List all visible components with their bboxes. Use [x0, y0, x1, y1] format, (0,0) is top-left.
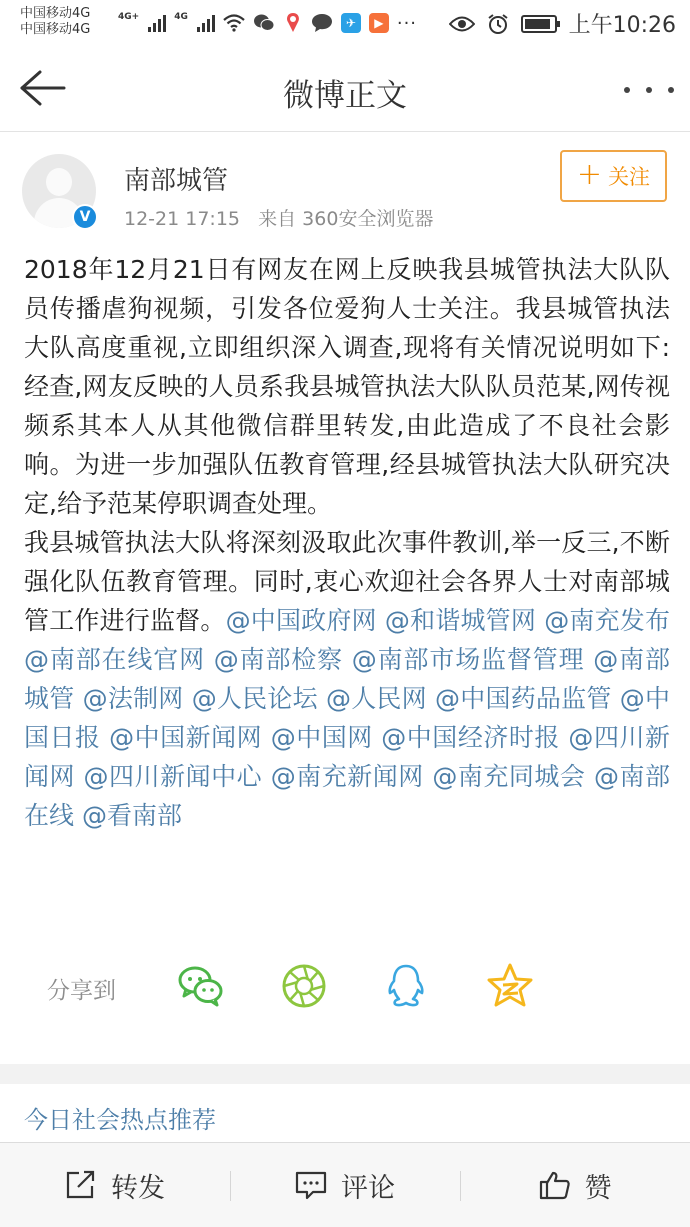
mention-link[interactable]: @南充发布: [544, 606, 670, 635]
wifi-icon: [223, 14, 245, 32]
follow-button[interactable]: [560, 150, 667, 202]
mention-link[interactable]: @人民网: [325, 684, 427, 713]
more-dots-icon: ···: [396, 12, 418, 34]
carrier-2: 中国移动4G: [20, 22, 91, 37]
mention-link[interactable]: @中国日报: [24, 684, 670, 752]
mention-link[interactable]: @南部城管: [24, 645, 670, 713]
alarm-icon: [487, 13, 509, 35]
signal-icon-2: [197, 14, 215, 32]
status-icons-left: [118, 12, 417, 34]
author-name[interactable]: 南部城管: [124, 166, 229, 196]
mention-link[interactable]: @和谐城管网: [384, 606, 537, 635]
mention-link[interactable]: @中国网: [270, 723, 373, 752]
clock: 上午10:26: [568, 13, 676, 38]
post-meta: [124, 204, 433, 231]
network-type-2: 4G: [174, 12, 188, 22]
post-time: 12-21 17:15: [124, 208, 241, 230]
share-row: [0, 958, 690, 1018]
bottom-action-bar: [0, 1142, 690, 1227]
follow-label: 关注: [608, 165, 651, 189]
verified-badge-icon: V: [72, 204, 98, 230]
moments-icon[interactable]: [280, 962, 328, 1010]
repost-label: 转发: [111, 1172, 165, 1204]
like-label: 赞: [584, 1172, 612, 1204]
mention-link[interactable]: @中国新闻网: [109, 723, 263, 752]
post-source: 来自 360安全浏览器: [258, 208, 434, 230]
thumbs-up-icon: [539, 1170, 571, 1200]
mention-link[interactable]: @南充新闻网: [270, 762, 424, 791]
page-title: 微博正文: [283, 78, 407, 114]
hot-recommend-link[interactable]: 今日社会热点推荐: [24, 1106, 216, 1134]
wechat-notify-icon: [253, 13, 275, 33]
battery-level: [525, 19, 550, 29]
weibo-app-icon: ✈: [341, 13, 361, 33]
status-bar: [0, 0, 690, 48]
top-nav-bar: [0, 48, 690, 132]
post-header: [0, 132, 690, 237]
repost-icon: [65, 1170, 97, 1200]
network-type-1: 4G+: [118, 12, 140, 22]
like-button[interactable]: [460, 1143, 690, 1227]
mention-link[interactable]: @南部在线官网: [24, 645, 205, 674]
comment-label: 评论: [341, 1172, 395, 1204]
qq-icon[interactable]: [382, 962, 430, 1010]
section-divider: [0, 1064, 690, 1084]
mention-link[interactable]: @南部市场监督管理: [351, 645, 585, 674]
mention-link[interactable]: @中国经济时报: [381, 723, 560, 752]
qzone-icon[interactable]: [486, 962, 534, 1010]
carrier-info: [20, 6, 90, 38]
eye-comfort-icon: [449, 15, 475, 33]
carrier-1: 中国移动4G: [20, 6, 91, 21]
plus-icon: +: [576, 156, 603, 192]
share-label: 分享到: [47, 978, 116, 1004]
post-paragraph-1: 2018年12月21日有网友在网上反映我县城管执法大队队员传播虐狗视频，引发各位爱狗人士关注。我县城管执法大队高度重视,立即组织深入调查,现将有关情况说明如下:经查,网友反映的人员系我县城管执法大队队员范某,网传视频系其本人从其他微信群里转发,由此造成了不良社会影响。为进一步加强队伍教育管理,经县城管执法大队研究决定,给予范某停职调查处理。: [24, 255, 670, 518]
post-paragraph-2: [24, 523, 670, 835]
mention-link[interactable]: @南充同城会: [432, 762, 586, 791]
mention-link[interactable]: @看南部: [81, 801, 182, 830]
hot-recommend-bar: [0, 1084, 690, 1142]
post-content: [24, 250, 670, 835]
mention-link[interactable]: @中国药品监管: [435, 684, 612, 713]
mention-link[interactable]: @人民论坛: [191, 684, 318, 713]
repost-button[interactable]: [0, 1143, 230, 1227]
more-horizontal-icon[interactable]: [624, 78, 674, 102]
mention-link[interactable]: @南部检察: [213, 645, 343, 674]
chat-bubble-icon: [311, 13, 333, 33]
wechat-icon[interactable]: [176, 962, 224, 1010]
signal-icon: [148, 14, 166, 32]
mention-list: [24, 606, 670, 830]
mention-link[interactable]: @中国政府网: [225, 606, 377, 635]
mention-link[interactable]: @法制网: [82, 684, 184, 713]
video-app-icon: ▶: [369, 13, 389, 33]
status-icons-right: [449, 8, 676, 39]
mention-link[interactable]: @四川新闻中心: [83, 762, 263, 791]
comment-icon: [295, 1170, 327, 1200]
mention-link[interactable]: @南部在线: [24, 762, 670, 830]
battery-icon: [521, 15, 557, 33]
comment-button[interactable]: [230, 1143, 460, 1227]
map-app-icon: [283, 12, 303, 34]
post-paragraph-2-text: 我县城管执法大队将深刻汲取此次事件教训,举一反三,不断强化队伍教育管理。同时,衷心欢迎社会各界人士对南部城管工作进行监督。: [24, 528, 670, 635]
mention-link[interactable]: @四川新闻网: [24, 723, 670, 791]
